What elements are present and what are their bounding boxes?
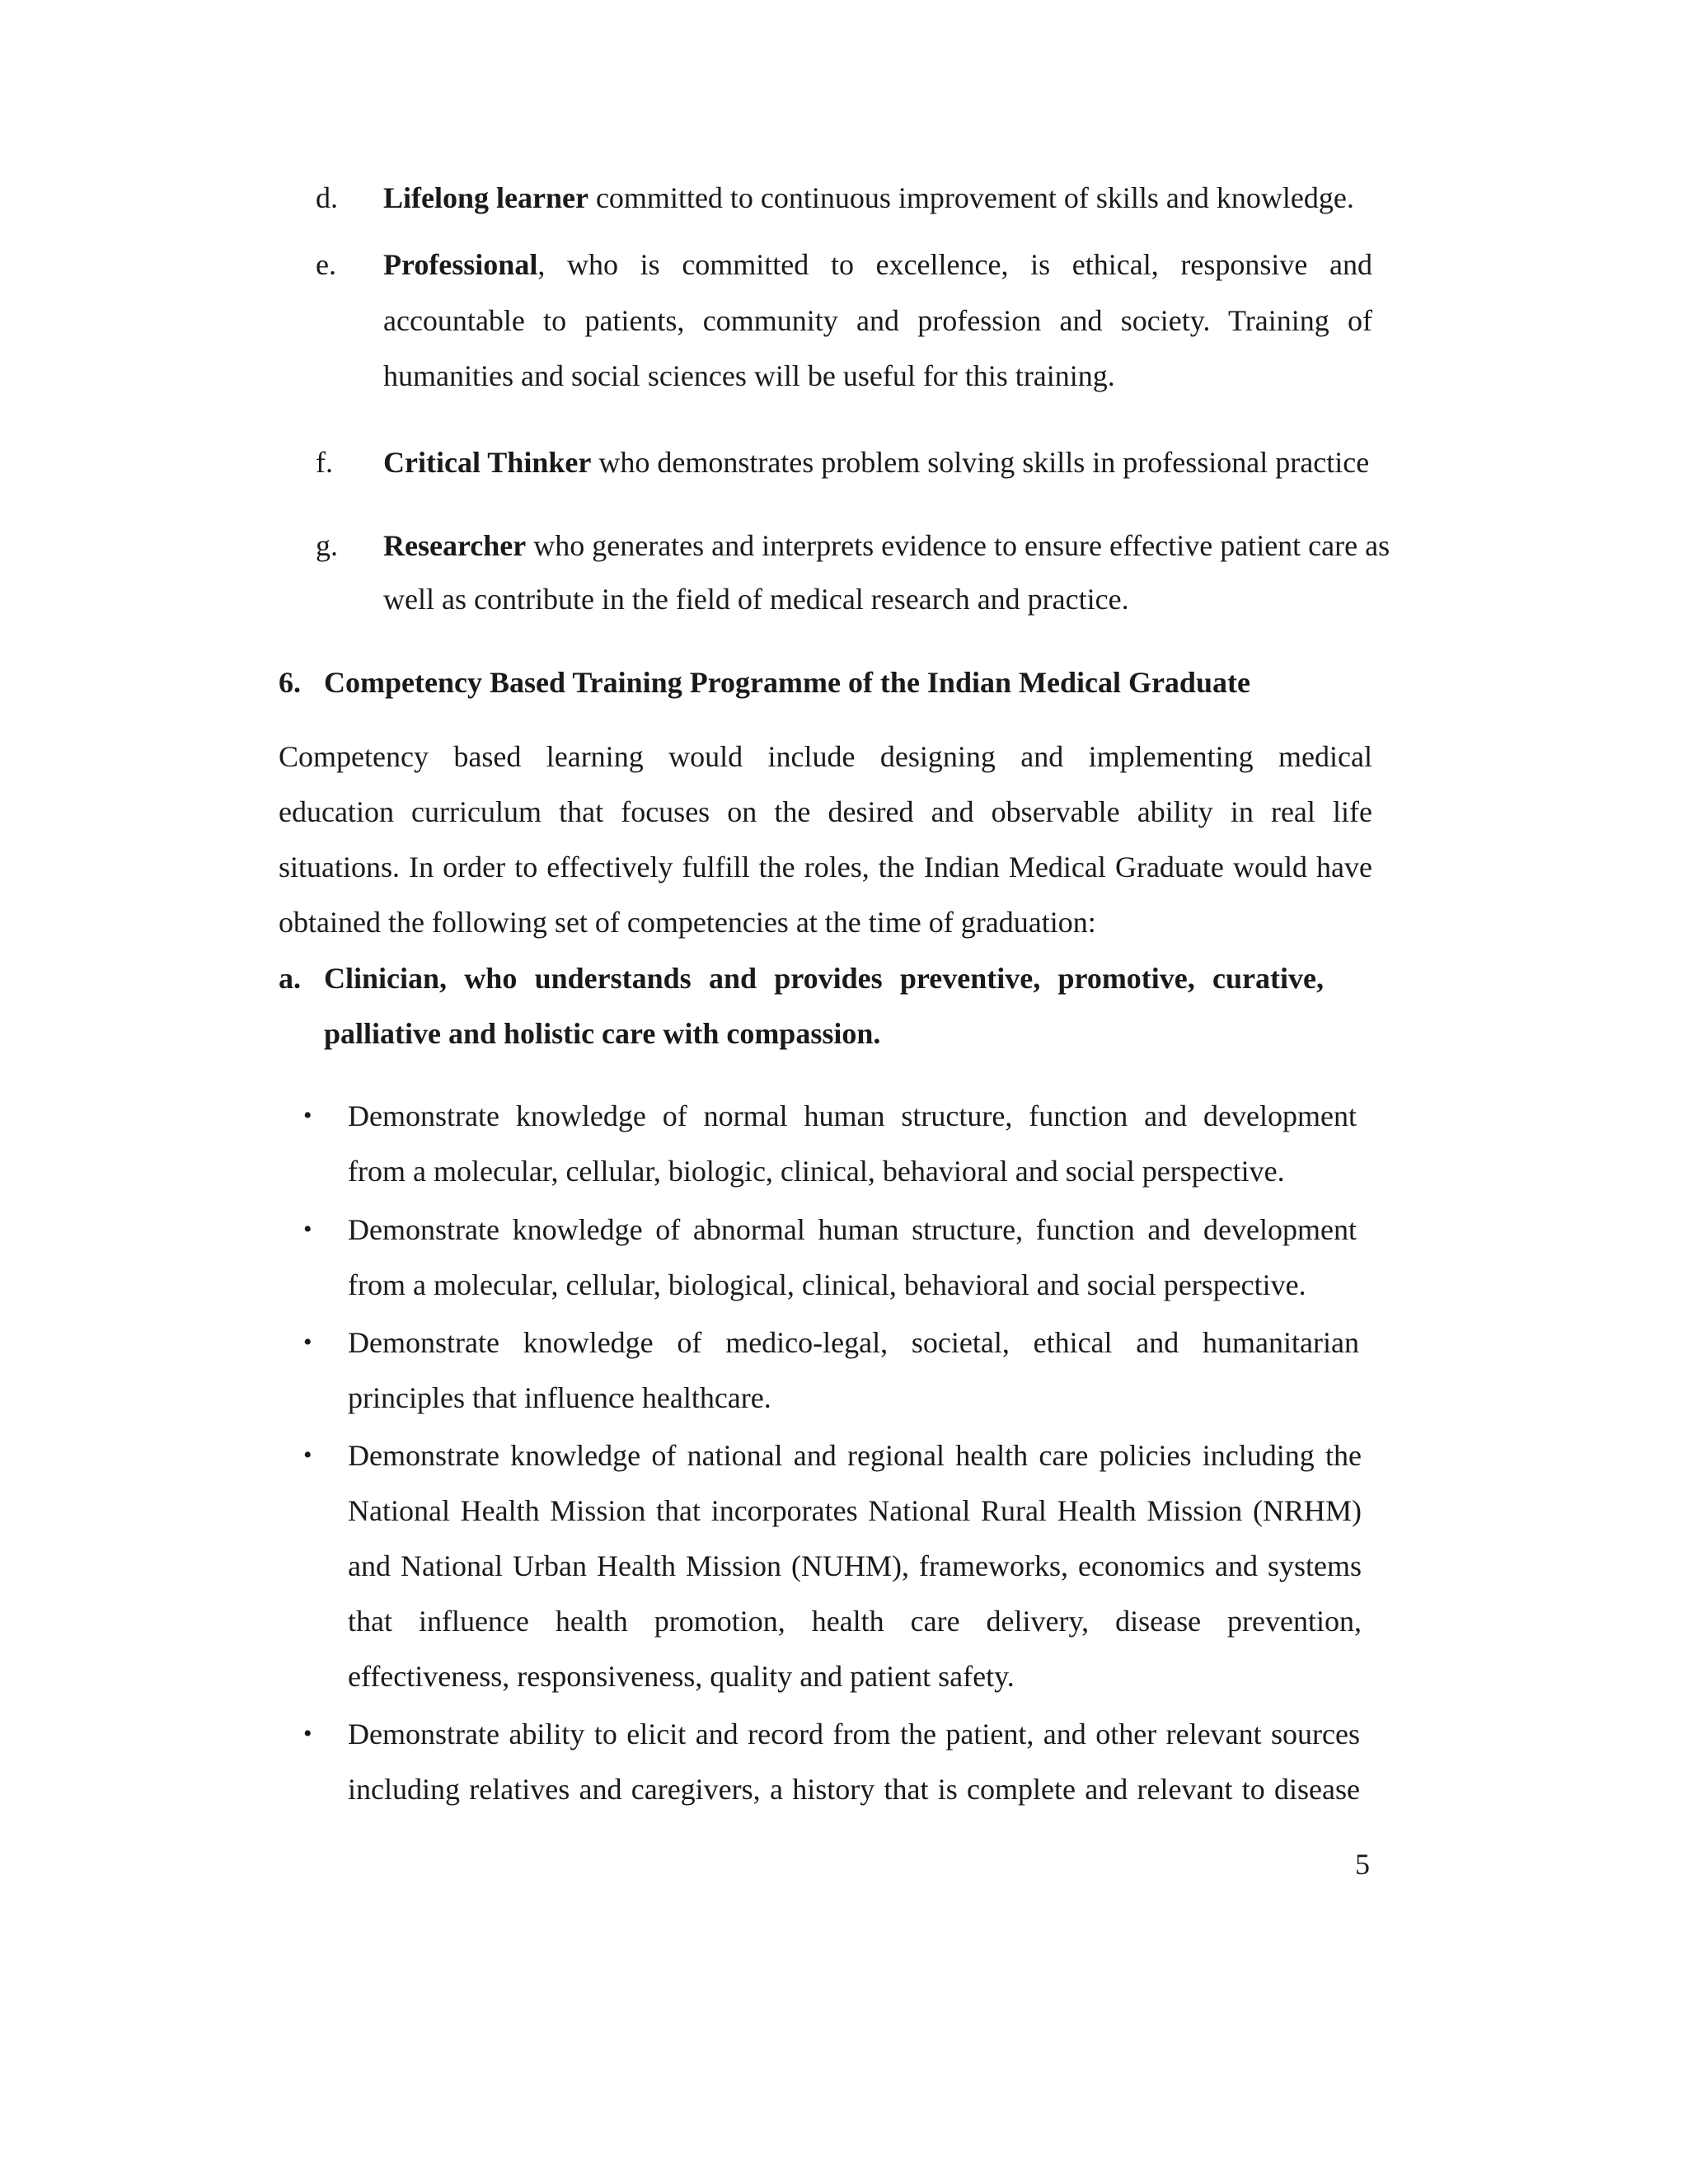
list-marker-f: f.	[316, 446, 333, 479]
role-researcher	[383, 526, 1390, 565]
bullet-line: Demonstrate knowledge of abnormal human structure, function and development	[348, 1213, 1357, 1246]
bullet-line: Demonstrate knowledge of medico-legal, societal, ethical and humanitarian	[348, 1326, 1359, 1359]
intro-line: situations. In order to effectively fulfill the roles, the Indian Medical Graduate would have	[279, 851, 1372, 883]
role-term: Critical Thinker	[383, 446, 592, 479]
role-term: Researcher	[383, 529, 527, 562]
role-text: who demonstrates problem solving skills in professional practice	[591, 446, 1370, 479]
page-number: 5	[1355, 1848, 1370, 1881]
bullet-glyph: •	[303, 1329, 312, 1356]
role-text-line: accountable to patients, community and profession and society. Training of	[383, 304, 1372, 337]
bullet-line: principles that influence healthcare.	[348, 1381, 771, 1414]
role-term: Professional	[383, 248, 538, 281]
bullet-line: from a molecular, cellular, biological, clinical, behavioral and social perspective.	[348, 1268, 1306, 1301]
list-marker-d: d.	[316, 181, 338, 214]
intro-line: obtained the following set of competencies at the time of graduation:	[279, 906, 1096, 939]
bullet-glyph: •	[303, 1720, 312, 1747]
section-number: 6.	[279, 666, 301, 699]
intro-line: Competency based learning would include designing and implementing medical	[279, 740, 1372, 773]
bullet-line: and National Urban Health Mission (NUHM), frameworks, economics and systems	[348, 1549, 1362, 1582]
role-term: Lifelong learner	[383, 181, 588, 214]
bullet-line: from a molecular, cellular, biologic, clinical, behavioral and social perspective.	[348, 1155, 1285, 1188]
role-text: who generates and interprets evidence to ensure effective patient care as	[526, 529, 1390, 562]
role-text-line: humanities and social sciences will be useful for this training.	[383, 359, 1115, 392]
role-text: , who is committed to excellence, is ethical, responsive and	[537, 248, 1372, 281]
role-text: committed to continuous improvement of skills and knowledge.	[588, 181, 1354, 214]
role-critical-thinker	[383, 443, 1369, 482]
bullet-glyph: •	[303, 1102, 312, 1129]
bullet-line: Demonstrate knowledge of normal human structure, function and development	[348, 1099, 1357, 1132]
bullet-line: including relatives and caregivers, a history that is complete and relevant to disease	[348, 1773, 1360, 1806]
subheading-line: palliative and holistic care with compassion.	[324, 1017, 881, 1050]
subheading-line: Clinician, who understands and provides preventive, promotive, curative,	[324, 962, 1324, 995]
subheading-marker: a.	[279, 962, 301, 995]
bullet-line: effectiveness, responsiveness, quality and patient safety.	[348, 1660, 1015, 1693]
list-marker-g: g.	[316, 529, 338, 562]
bullet-line: that influence health promotion, health care delivery, disease prevention,	[348, 1605, 1362, 1638]
bullet-line: Demonstrate ability to elicit and record from the patient, and other relevant sources	[348, 1718, 1360, 1750]
list-marker-e: e.	[316, 248, 336, 281]
intro-line: education curriculum that focuses on the desired and observable ability in real life	[279, 795, 1372, 828]
bullet-line: Demonstrate knowledge of national and regional health care policies including the	[348, 1439, 1362, 1472]
section-title: Competency Based Training Programme of the Indian Medical Graduate	[324, 666, 1250, 699]
role-professional	[383, 245, 1372, 284]
bullet-glyph: •	[303, 1441, 312, 1469]
bullet-line: National Health Mission that incorporates National Rural Health Mission (NRHM)	[348, 1494, 1362, 1527]
role-text-line: well as contribute in the field of medical research and practice.	[383, 583, 1129, 616]
role-lifelong-learner	[383, 178, 1354, 218]
bullet-glyph: •	[303, 1216, 312, 1243]
